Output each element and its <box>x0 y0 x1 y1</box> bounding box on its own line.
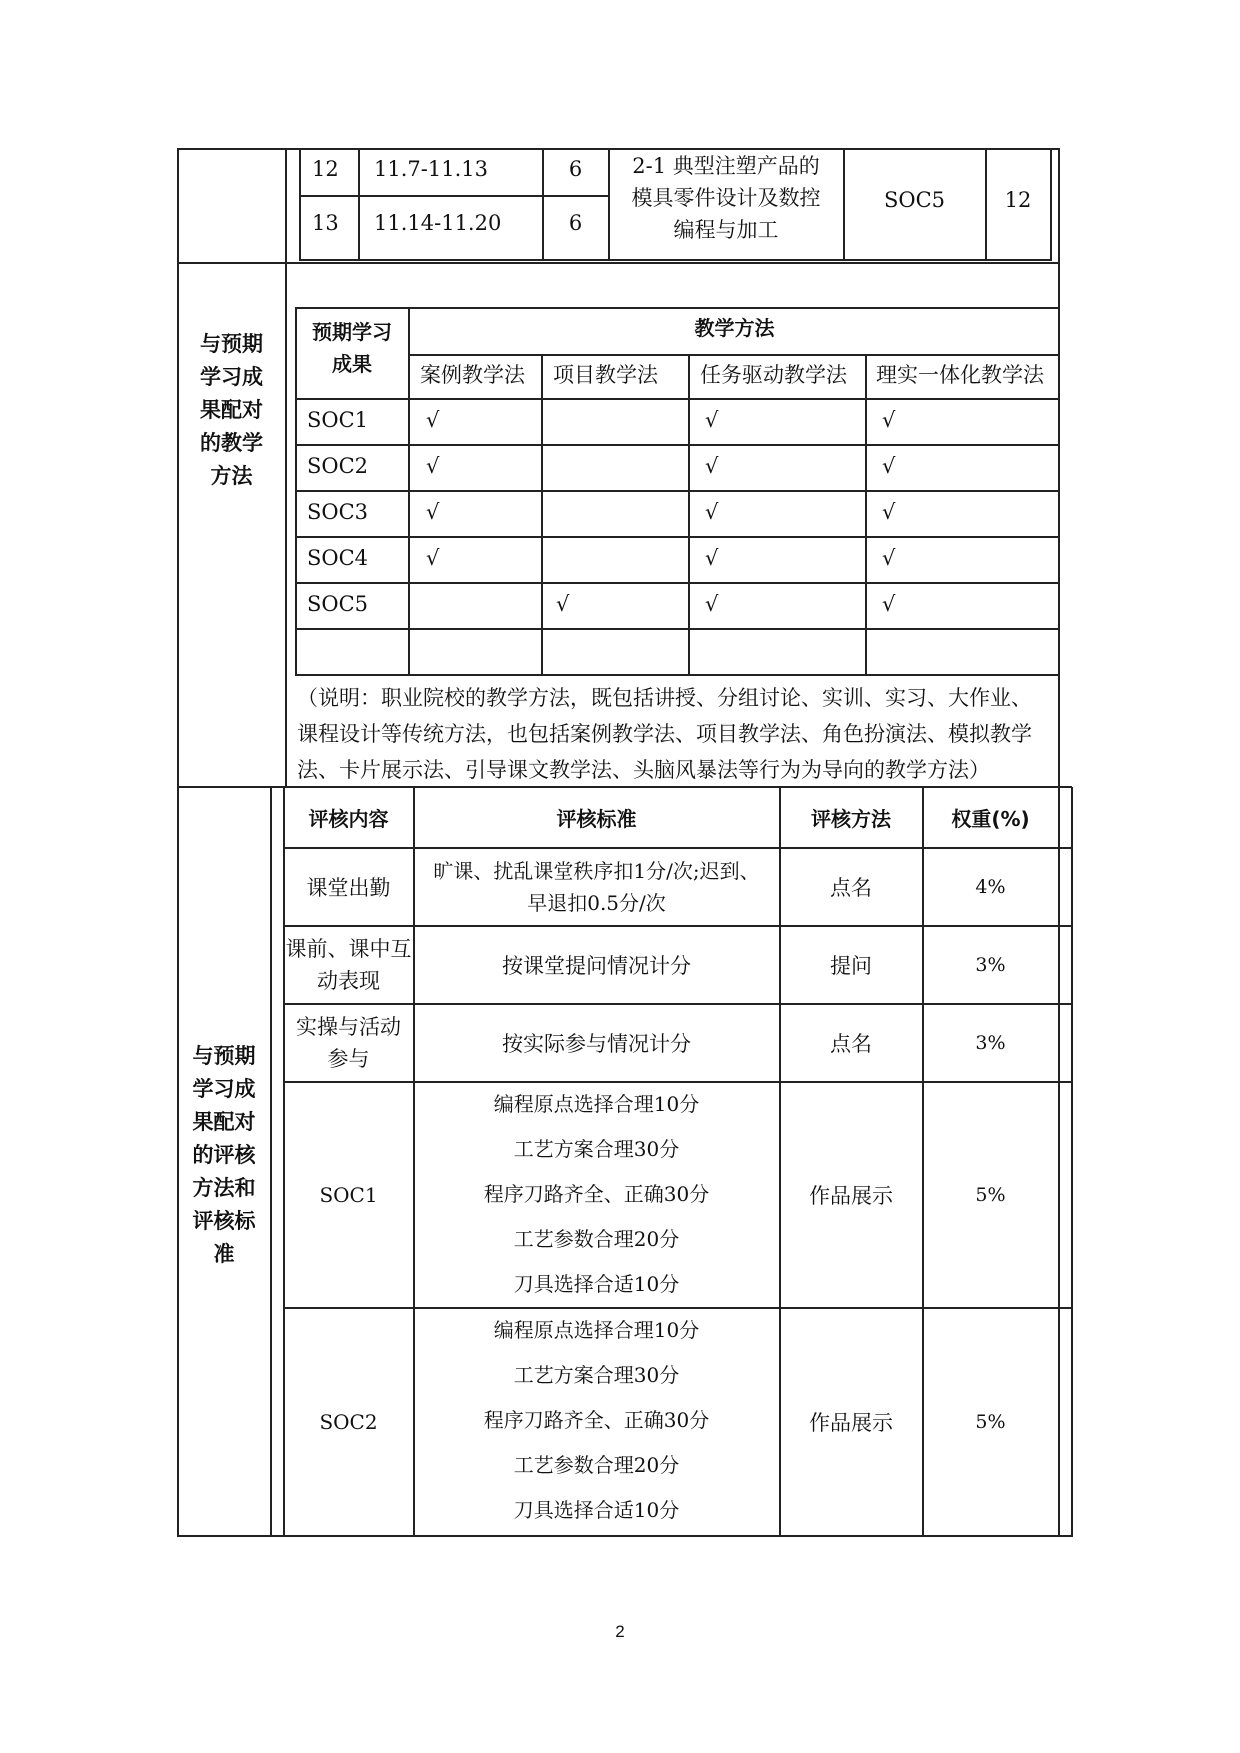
topic: 2-1 典型注塑产品的 模具零件设计及数控 编程与加工 <box>631 154 821 242</box>
hours: 6 <box>568 211 583 235</box>
week-number: 13 <box>312 211 339 235</box>
outcome-label: SOC1 <box>307 408 369 432</box>
header-expected-outcome: 预期学习 成果 <box>312 320 392 376</box>
header-assessment-method: 评核方法 <box>811 807 891 831</box>
check-mark: √ <box>882 500 896 524</box>
check-mark: √ <box>882 592 896 616</box>
label-column-divider-lower <box>270 787 272 1537</box>
assessment-weight: 3% <box>975 953 1006 976</box>
outer-bottom-border <box>177 1535 1073 1537</box>
assessment-standard: 按实际参与情况计分 <box>502 1031 691 1056</box>
assessment-standard: 按课堂提问情况计分 <box>502 953 691 978</box>
assessment-method: 提问 <box>830 953 872 978</box>
header-assessment-standard: 评核标准 <box>556 807 637 831</box>
assessment-standard: 旷课、扰乱课堂秩序扣1分/次;迟到、 早退扣0.5分/次 <box>433 858 760 915</box>
section-divider-1 <box>177 262 1060 264</box>
assessment-content: SOC2 <box>319 1409 378 1434</box>
assessment-weight: 5% <box>975 1183 1006 1206</box>
check-mark: √ <box>426 546 440 570</box>
date-range: 11.14-11.20 <box>374 211 502 235</box>
methods-note: （说明：职业院校的教学方法，既包括讲授、分组讨论、实训、实习、大作业、 课程设计等传统方法，也包括案例教学法、项目教学法、角色扮演法、模拟教学 法、卡片展示法、引导课文教学法、头脑风暴法等行为为导向的教学方法） <box>297 686 1032 782</box>
header-weight: 权重(%) <box>951 807 1030 831</box>
section-label-assessment: 与预期 学习成 果配对 的评核 方法和 评核标 准 <box>192 1044 256 1266</box>
assessment-method: 点名 <box>830 1031 872 1056</box>
week-number: 12 <box>312 157 339 181</box>
check-mark: √ <box>882 408 896 432</box>
check-mark: √ <box>882 546 896 570</box>
outcome-label: SOC2 <box>307 454 369 478</box>
check-mark: √ <box>705 592 719 616</box>
total-hours: 12 <box>1004 188 1032 212</box>
column-project-method: 项目教学法 <box>553 363 658 387</box>
label-column-divider <box>285 148 287 787</box>
header-teaching-methods: 教学方法 <box>694 316 775 340</box>
section-label-teaching-methods: 与预期 学习成 果配对 的教学 方法 <box>200 332 263 488</box>
check-mark: √ <box>426 500 440 524</box>
soc-code: SOC5 <box>883 188 946 212</box>
check-mark: √ <box>705 500 719 524</box>
header-assessment-content: 评核内容 <box>308 807 389 831</box>
assessment-method: 作品展示 <box>809 1410 893 1435</box>
assessment-weight: 5% <box>975 1410 1006 1433</box>
page-number: 2 <box>615 1622 625 1641</box>
assessment-content: 实操与活动 参与 <box>296 1014 401 1071</box>
assessment-content: SOC1 <box>319 1182 378 1207</box>
column-integrated-method: 理实一体化教学法 <box>876 363 1044 387</box>
check-mark: √ <box>705 408 719 432</box>
outer-right-border-lower <box>1071 787 1073 1537</box>
assessment-method: 作品展示 <box>809 1183 893 1208</box>
column-case-method: 案例教学法 <box>420 363 525 387</box>
assessment-rubric: 编程原点选择合理10分 工艺方案合理30分 程序刀路齐全、正确30分 工艺参数合理20分 刀具选择合适10分 <box>483 1092 710 1296</box>
assessment-weight: 4% <box>975 875 1006 898</box>
check-mark: √ <box>882 454 896 478</box>
date-range: 11.7-11.13 <box>374 157 488 181</box>
outcome-label: SOC3 <box>307 500 369 524</box>
check-mark: √ <box>426 408 440 432</box>
check-mark: √ <box>556 592 570 616</box>
assessment-method: 点名 <box>830 875 872 900</box>
assessment-weight: 3% <box>975 1031 1006 1054</box>
check-mark: √ <box>705 454 719 478</box>
check-mark: √ <box>705 546 719 570</box>
outcome-label: SOC5 <box>307 592 369 616</box>
check-mark: √ <box>426 454 440 478</box>
outcome-label: SOC4 <box>307 546 369 570</box>
assessment-content: 课前、课中互 动表现 <box>285 936 412 993</box>
hours: 6 <box>568 157 583 181</box>
assessment-content: 课堂出勤 <box>306 875 391 900</box>
assessment-rubric: 编程原点选择合理10分 工艺方案合理30分 程序刀路齐全、正确30分 工艺参数合理20分 刀具选择合适10分 <box>483 1318 710 1522</box>
column-task-driven-method: 任务驱动教学法 <box>700 363 847 387</box>
